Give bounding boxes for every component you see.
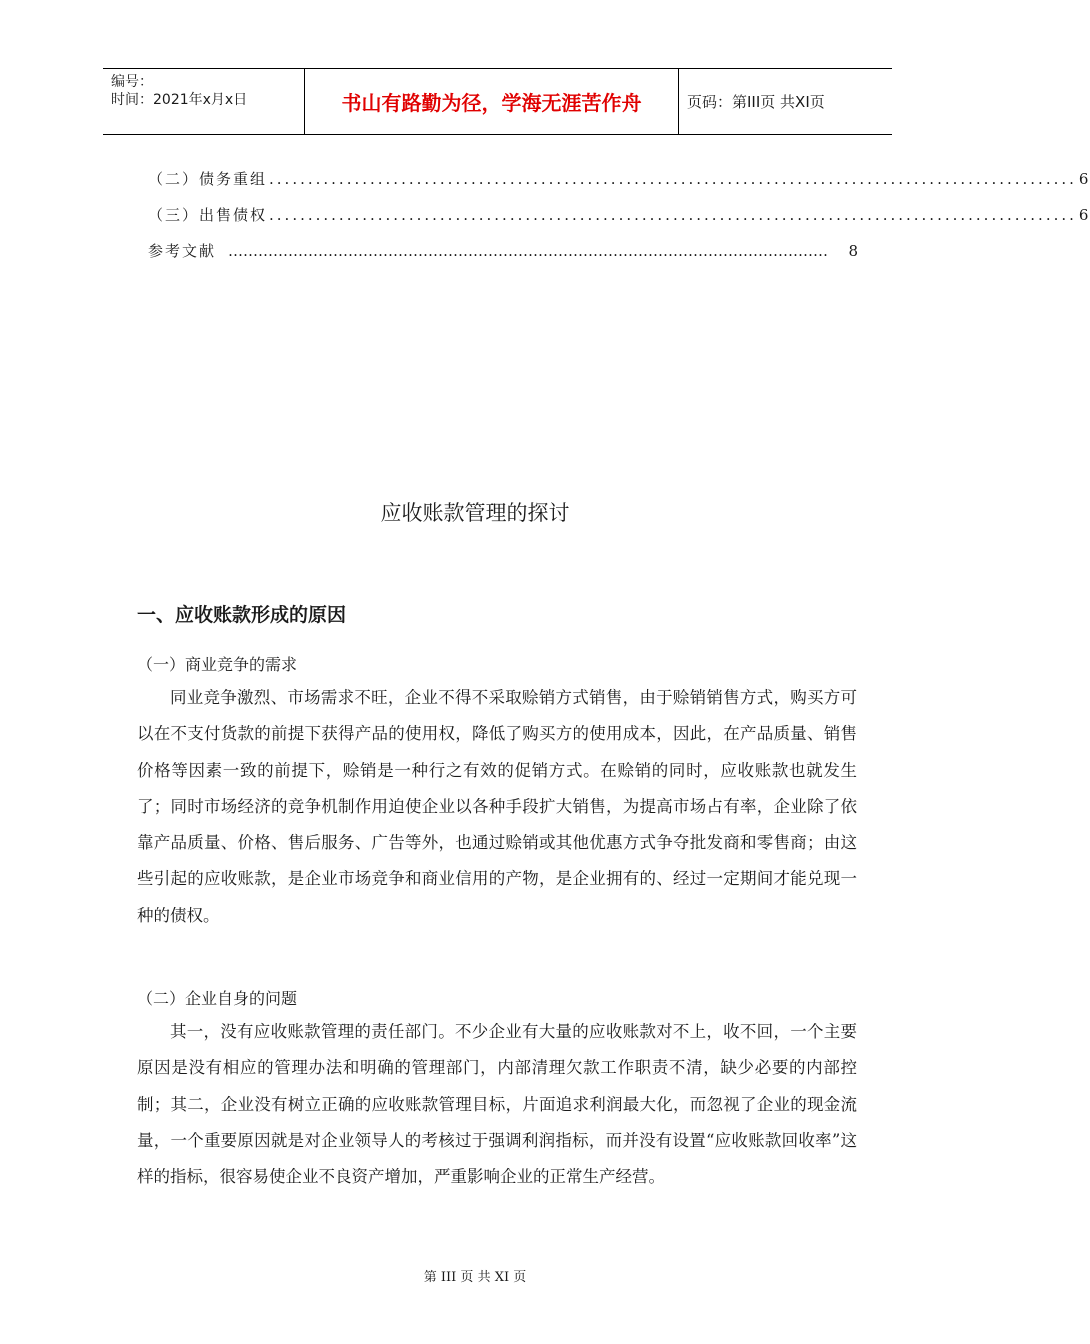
date-label: 时间：2021年x月x日 (111, 92, 248, 108)
toc-page: 8 (848, 242, 860, 260)
paragraph-2: 其一，没有应收账款管理的责任部门。不少企业有大量的应收账款对不上，收不回，一个主要原因是没有相应的管理办法和明确的管理部门，内部清理欠款工作职责不清，缺少必要的内部控制；其二，企业没有树立正确的应收账款管理目标，片面追求利润最大化，而忽视了企业的现金流量，一个重要原因就是对企业领导人的考核过于强调利润指标，而并没有设置“应收账款回收率”这样的指标，很容易使企业不良资产增加，严重影响企业的正常生产经营。 (137, 1022, 857, 1187)
document-title: 应收账款管理的探讨 (380, 501, 570, 525)
toc-page: 6 (1078, 206, 1090, 224)
code-label: 编号： (111, 74, 153, 90)
header-motto: 书山有路勤为径，学海无涯苦作舟 (304, 69, 679, 134)
toc-label: （二）债务重组 (148, 170, 268, 188)
paragraph-1: 同业竞争激烈、市场需求不旺，企业不得不采取赊销方式销售，由于赊销销售方式，购买方可以在不支付货款的前提下获得产品的使用权，降低了购买方的使用成本，因此，在产品质量、销售价格等因素一致的前提下，赊销是一种行之有效的促销方式。在赊销的同时，应收账款也就发生了；同时市场经济的竞争机制作用迫使企业以各种手段扩大销售，为提高市场占有率，企业除了依靠产品质量、价格、售后服务、广告等外，也通过赊销或其他优惠方式争夺批发商和零售商；由这些引起的应收账款，是企业市场竞争和商业信用的产物，是企业拥有的、经过一定期间才能兑现一种的债权。 (137, 688, 857, 925)
toc-label: 参考文献 (148, 242, 217, 260)
toc-leader: ........................................................................................................ (269, 170, 1077, 188)
toc-leader: ………………………………………………………………………………………………………… (228, 242, 829, 260)
toc-entry-sell-claims[interactable] (148, 204, 1090, 226)
subsection-heading-2: （二）企业自身的问题 (137, 989, 298, 1008)
section-heading: 一、应收账款形成的原因 (137, 604, 347, 626)
toc-entry-references[interactable] (148, 240, 860, 262)
subsection-heading-1: （一）商业竞争的需求 (137, 655, 298, 674)
page-footer: 第 III 页 共 XI 页 (423, 1270, 527, 1285)
toc-leader: ........................................................................................................ (269, 206, 1077, 224)
toc-label: （三）出售债权 (148, 206, 268, 224)
header-page-info: 页码：第III页 共XI页 (687, 93, 825, 111)
toc-page: 6 (1078, 170, 1090, 188)
page-header (103, 68, 892, 135)
header-meta (103, 69, 304, 134)
toc-entry-debt-restructuring[interactable] (148, 168, 1090, 190)
